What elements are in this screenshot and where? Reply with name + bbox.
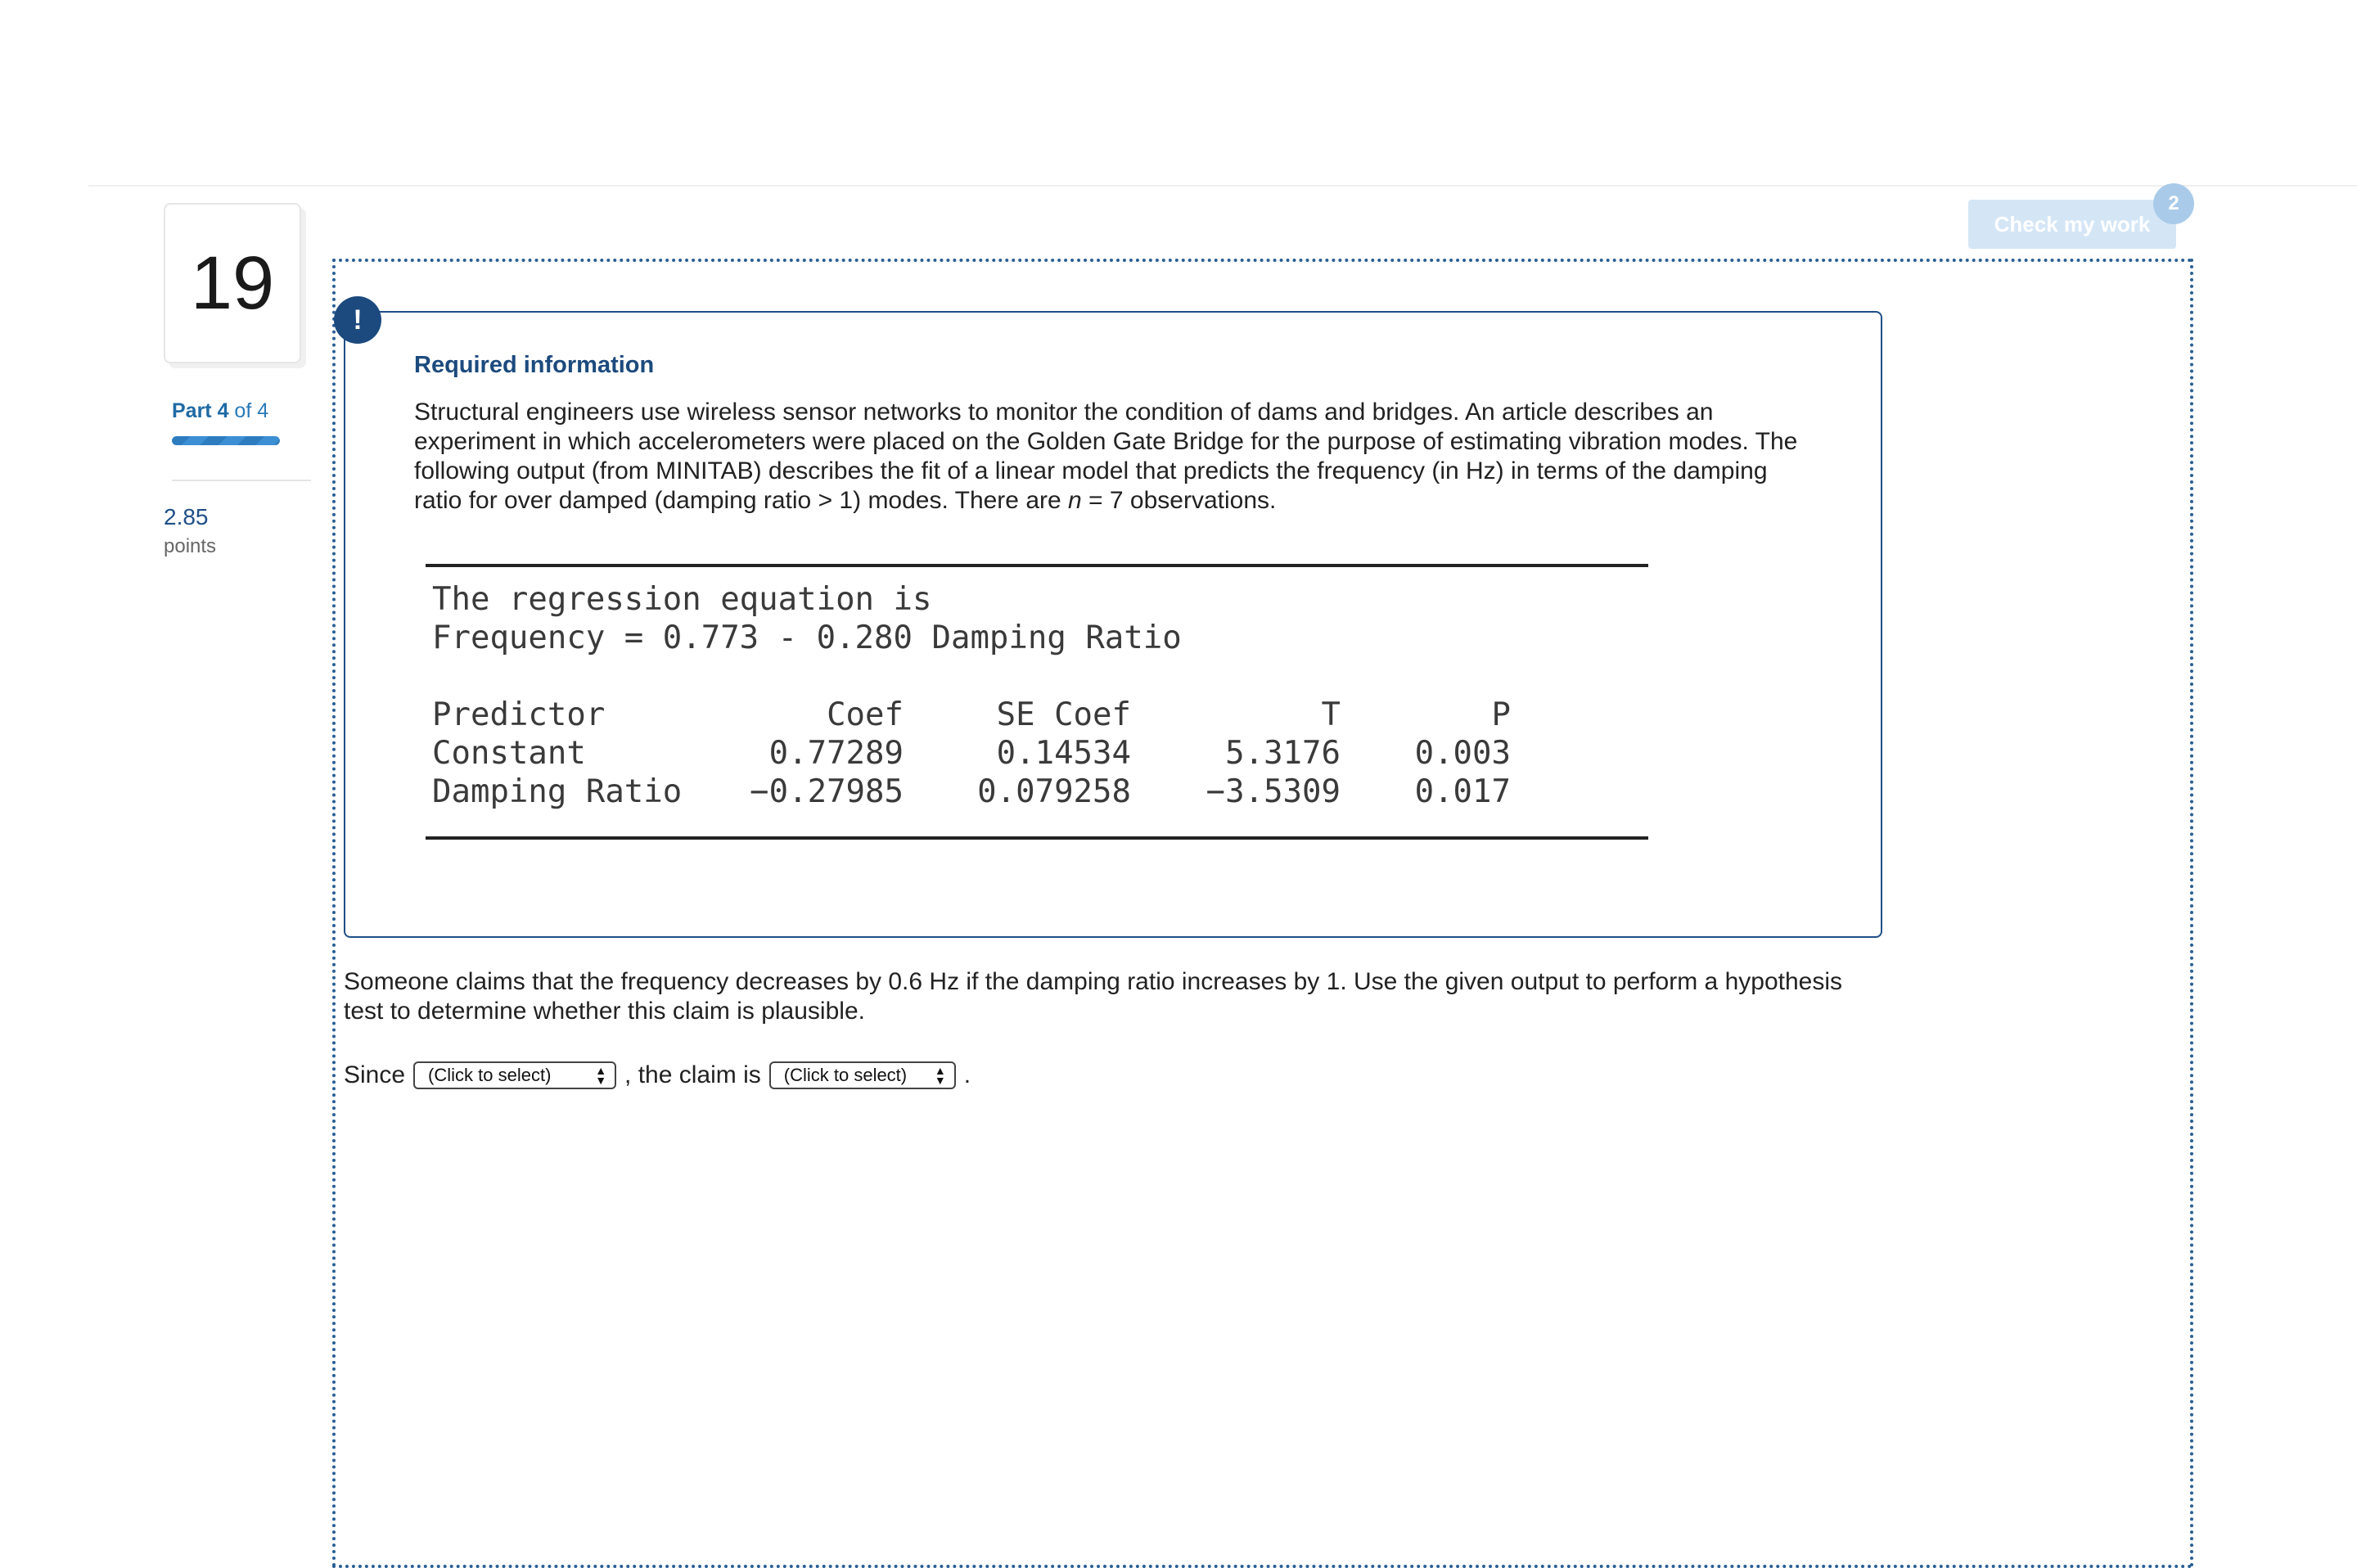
updown-arrows-icon: ▲ ▼ xyxy=(595,1064,607,1087)
part-progress-fill xyxy=(172,436,280,445)
exclamation-icon: ! xyxy=(334,296,381,344)
part-current: Part 4 xyxy=(172,399,229,422)
claim-select-value: (Click to select) xyxy=(783,1065,908,1085)
answer-since-text: Since xyxy=(344,1061,406,1088)
reason-select-value: (Click to select) xyxy=(428,1065,552,1085)
output-header-coef: Coef xyxy=(827,696,904,733)
part-indicator xyxy=(172,399,268,423)
output-row-damping-se: 0.079258 xyxy=(977,773,1131,810)
points-value: 2.85 xyxy=(164,504,209,529)
output-line-1: The regression equation is xyxy=(432,581,932,618)
output-header-p: P xyxy=(1491,696,1511,733)
output-row-constant-coef: 0.77289 xyxy=(768,735,904,772)
required-information-text: Structural engineers use wireless sensor networks to monitor the condition of dams and bridges. An article describes an experiment in which accelerometers were placed on the Golden Gate Bridge for the purpose of estimating vibration modes. The following output (from MINITAB) describes the fit of a linear model that predicts the frequency (in Hz) in terms of the damping ratio for over damped (damping ratio > 1) modes. There are n = 7 observations. xyxy=(414,399,1798,514)
output-row-constant-t: 5.3176 xyxy=(1225,735,1341,772)
top-divider xyxy=(88,185,2357,187)
output-bottom-rule xyxy=(426,836,1648,840)
answer-middle-text: , the claim is xyxy=(624,1061,761,1088)
part-total: of 4 xyxy=(228,399,269,422)
claim-select[interactable] xyxy=(769,1061,956,1089)
output-row-damping-p: 0.017 xyxy=(1414,773,1511,810)
output-header-predictor: Predictor xyxy=(432,696,606,733)
question-prompt: Someone claims that the frequency decreases by 0.6 Hz if the damping ratio increases by 1. Use the given output to perform a hypothesis test to determine whether this claim is plausible. xyxy=(344,968,1842,1025)
question-number-card xyxy=(164,203,301,363)
output-row-damping-t: −3.5309 xyxy=(1206,773,1341,810)
output-row-constant-label: Constant xyxy=(432,735,586,772)
sidebar-divider xyxy=(172,480,311,481)
output-line-2: Frequency = 0.773 - 0.280 Damping Ratio xyxy=(432,620,1182,656)
reason-select[interactable] xyxy=(413,1061,616,1089)
n-variable: n xyxy=(1068,487,1082,514)
output-row-constant-se: 0.14534 xyxy=(996,735,1131,772)
check-attempts-badge: 2 xyxy=(2153,183,2194,224)
output-top-rule xyxy=(426,564,1648,567)
part-progress-bar xyxy=(172,436,280,445)
output-row-damping-label: Damping Ratio xyxy=(432,773,683,810)
output-header-se-coef: SE Coef xyxy=(996,696,1131,733)
updown-arrows-icon: ▲ ▼ xyxy=(934,1064,946,1087)
required-information-title: Required information xyxy=(414,352,655,378)
question-number: 19 xyxy=(190,241,275,325)
output-header-t: T xyxy=(1321,696,1341,733)
output-row-constant-p: 0.003 xyxy=(1414,735,1511,772)
answer-line xyxy=(344,1059,971,1092)
points-label: points xyxy=(164,535,217,557)
check-my-work-button[interactable]: Check my work xyxy=(1968,200,2176,249)
output-row-damping-coef: −0.27985 xyxy=(750,773,904,810)
answer-end-text: . xyxy=(963,1061,971,1088)
